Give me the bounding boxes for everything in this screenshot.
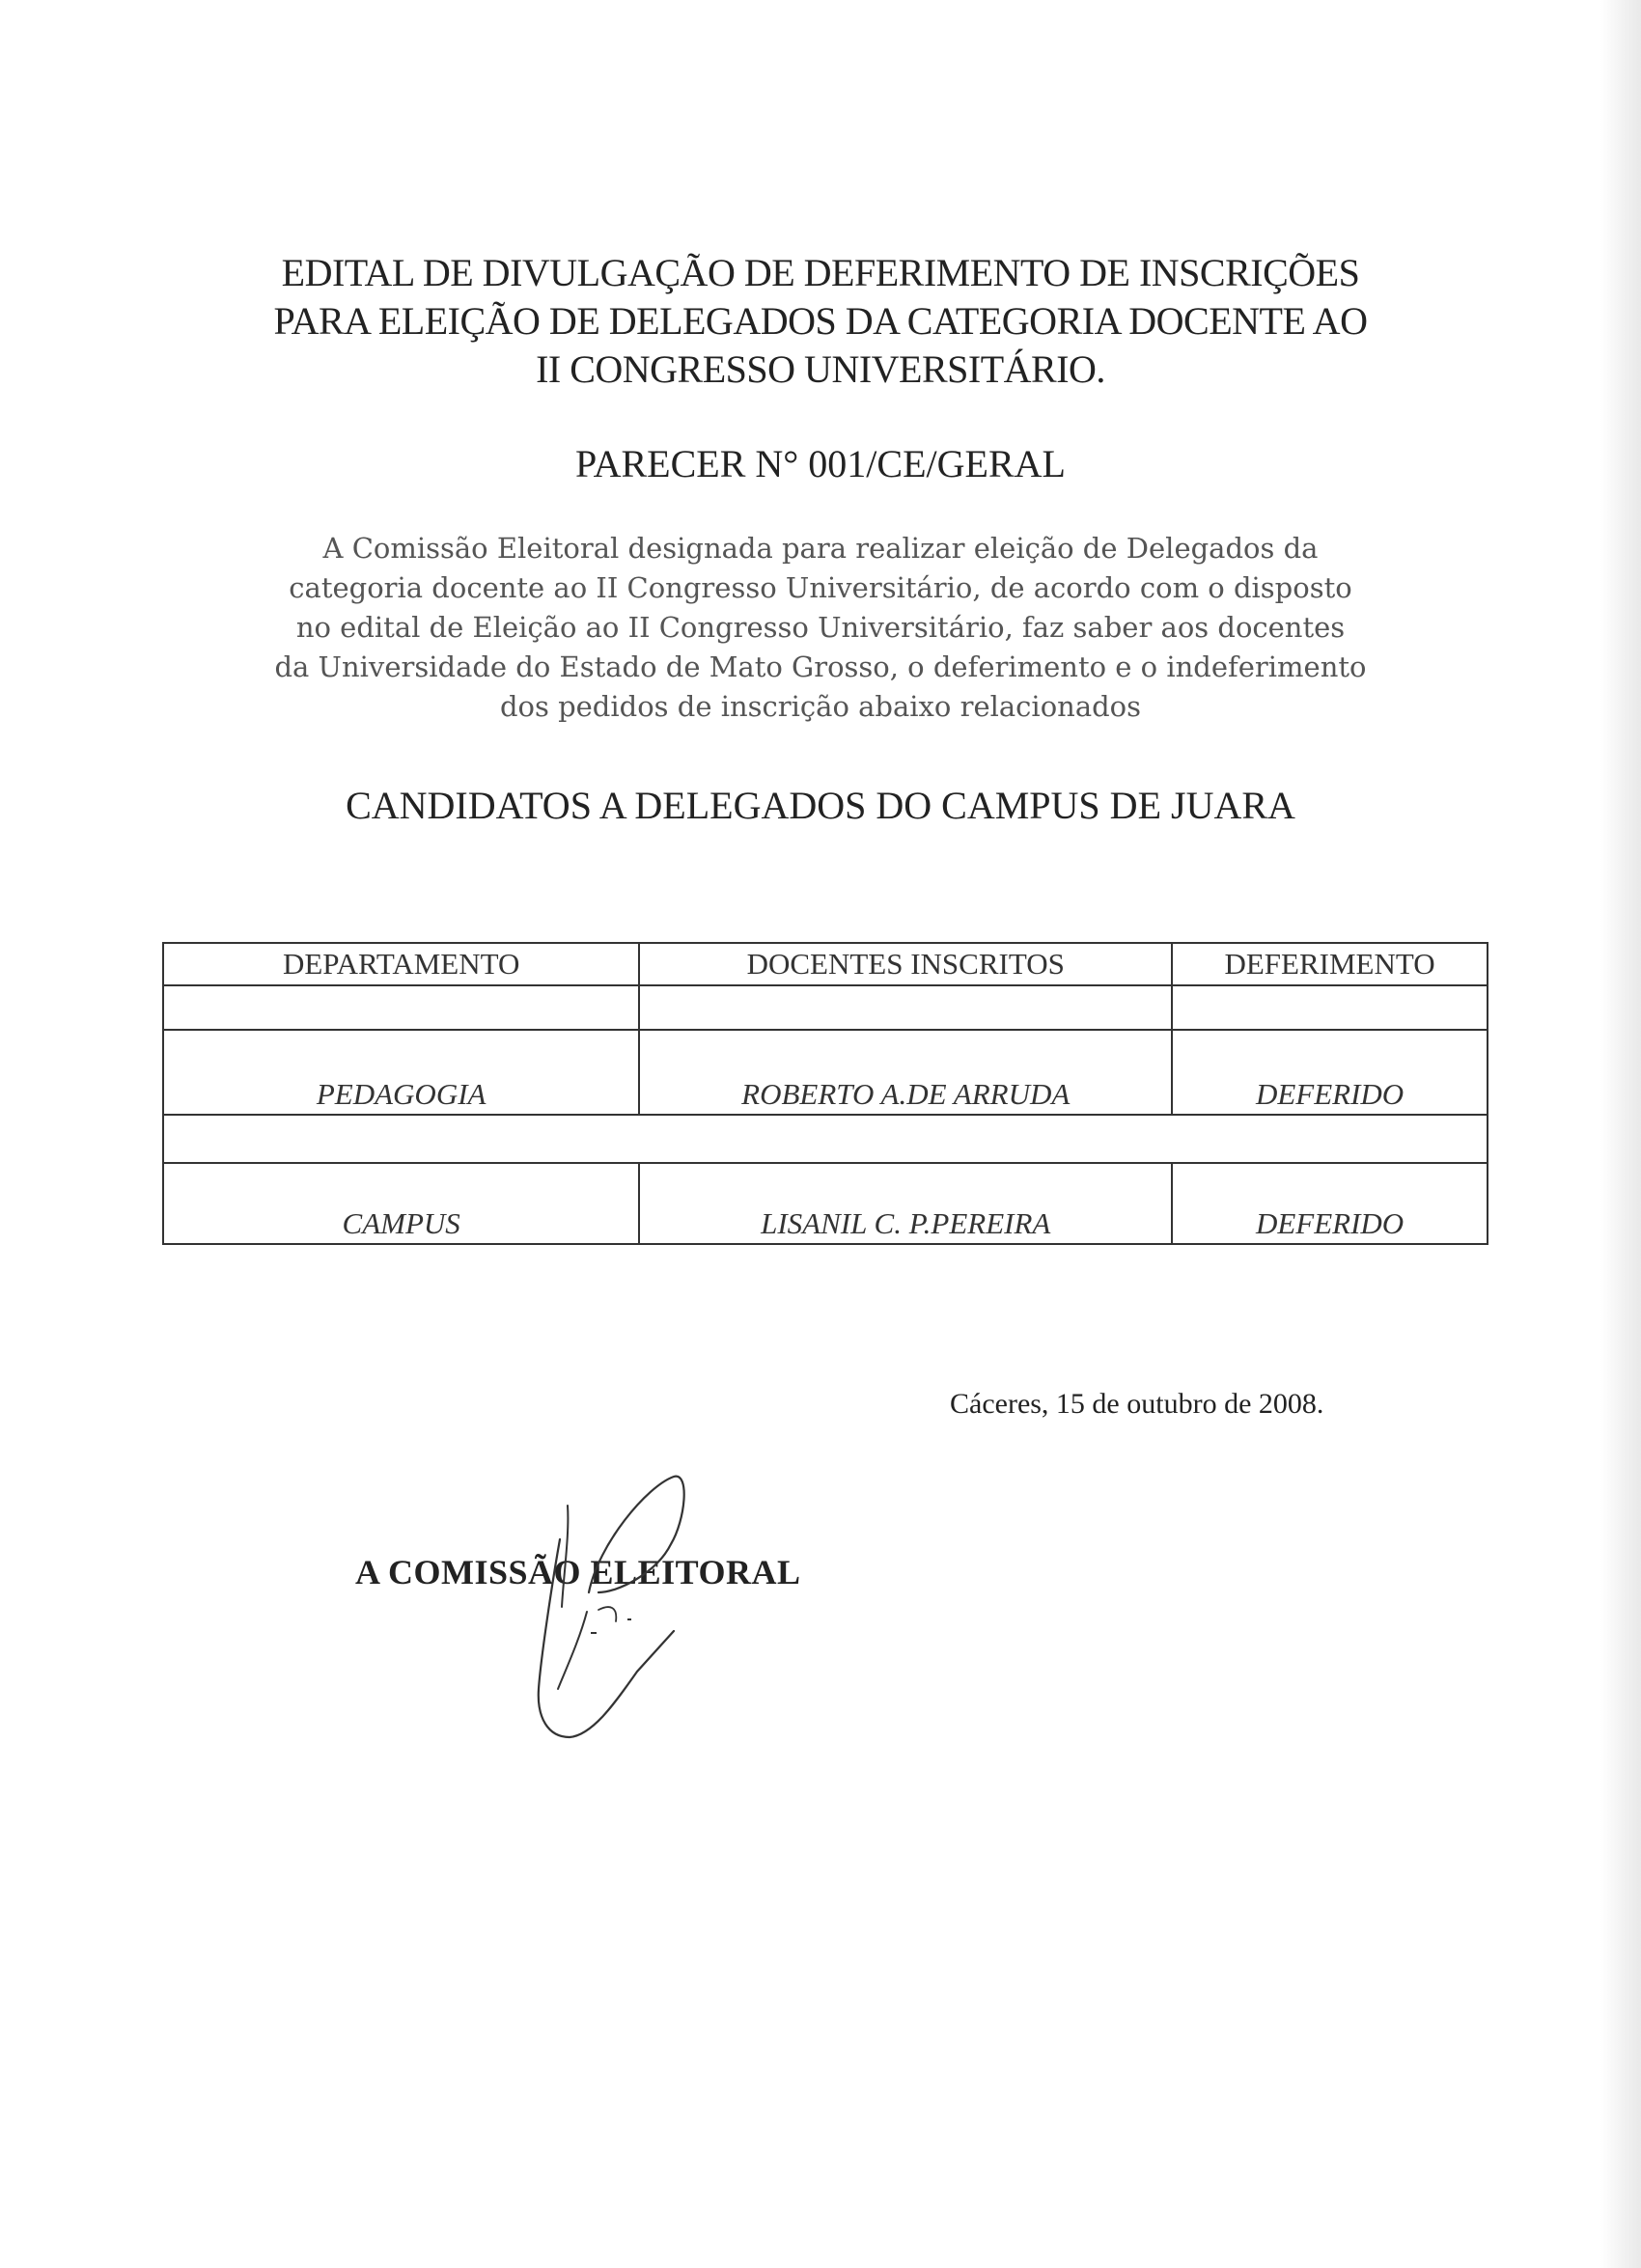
parecer-number: PARECER N° 001/CE/GERAL (575, 442, 1066, 485)
body-paragraph (193, 529, 1448, 727)
campus-heading: CANDIDATOS A DELEGADOS DO CAMPUS DE JUARA (346, 784, 1295, 827)
document-title (154, 249, 1487, 394)
empty-cell (1172, 985, 1488, 1030)
table-spacer-row (163, 985, 1488, 1030)
scan-edge-shadow (1600, 0, 1641, 2268)
empty-cell (163, 1115, 1488, 1163)
header-deferimento: DEFERIMENTO (1172, 943, 1488, 985)
handwritten-signature (502, 1448, 714, 1756)
table-spacer-row (163, 1115, 1488, 1163)
header-docentes: DOCENTES INSCRITOS (639, 943, 1172, 985)
header-departamento: DEPARTAMENTO (163, 943, 639, 985)
candidates-table (162, 942, 1488, 1245)
cell-departamento: PEDAGOGIA (163, 1030, 639, 1115)
table-row (163, 1163, 1488, 1244)
title-line-2: PARA ELEIÇÃO DE DELEGADOS DA CATEGORIA DOCENTE AO (273, 299, 1368, 343)
empty-cell (639, 985, 1172, 1030)
title-line-1: EDITAL DE DIVULGAÇÃO DE DEFERIMENTO DE INSCRIÇÕES (281, 251, 1360, 294)
body-line-2: categoria docente ao II Congresso Universitário, de acordo com o disposto (289, 571, 1352, 604)
cell-deferimento: DEFERIDO (1172, 1163, 1488, 1244)
table-header-row (163, 943, 1488, 985)
body-line-3: no edital de Eleição ao II Congresso Universitário, faz saber aos docentes (295, 611, 1346, 644)
body-line-4: da Universidade do Estado de Mato Grosso, o deferimento e o indeferimento (274, 650, 1367, 683)
title-line-3: II CONGRESSO UNIVERSITÁRIO. (536, 347, 1105, 391)
cell-docente: LISANIL C. P.PEREIRA (639, 1163, 1172, 1244)
cell-deferimento: DEFERIDO (1172, 1030, 1488, 1115)
signatory-label: A COMISSÃO ELEITORAL (355, 1553, 801, 1591)
cell-docente: ROBERTO A.DE ARRUDA (639, 1030, 1172, 1115)
table-row (163, 1030, 1488, 1115)
body-line-5: dos pedidos de inscrição abaixo relacionados (499, 690, 1142, 723)
body-line-1: A Comissão Eleitoral designada para realizar eleição de Delegados da (322, 532, 1319, 565)
date-line: Cáceres, 15 de outubro de 2008. (950, 1388, 1324, 1420)
cell-departamento: CAMPUS (163, 1163, 639, 1244)
empty-cell (163, 985, 639, 1030)
